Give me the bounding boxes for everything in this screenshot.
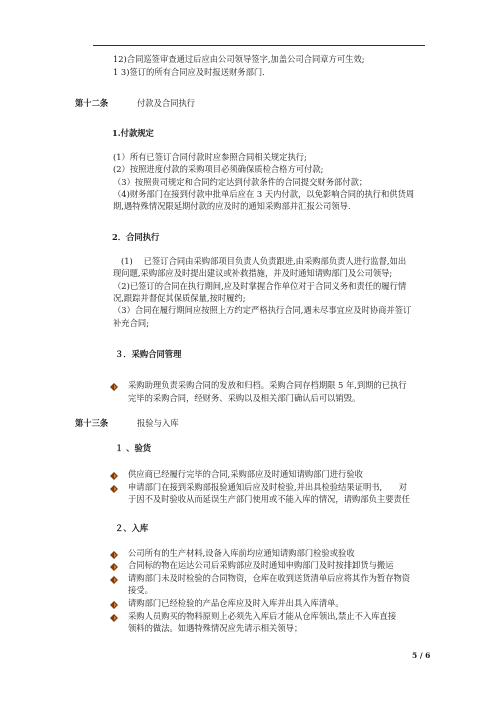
diamond-arrow-bullet-icon	[110, 485, 118, 493]
warehousing-bullet-4: 请购部门已经检验的产品仓库应及时入库并出具入库清单。	[128, 598, 344, 608]
payment-rule-4-line1: （4)财务部门在接到付款申批单后应在 3 天内付款，以免影响合同的执行和供货周	[113, 189, 415, 199]
inspection-bullet-2-line2: 于因不及时验收从而延误生产部门使用或不能入库的情况，请购部负主要责任	[128, 494, 411, 504]
warehousing-bullet-5-line1: 采购人员购买的物料原则上必须先入库后才能从仓库领出,禁止不入库直接	[128, 611, 397, 621]
diamond-arrow-bullet-icon	[110, 601, 118, 609]
heading-contract-management: ３．采购合同管理	[115, 349, 182, 359]
warehousing-bullet-3-line1: 请购部门未及时检验的合同物资，仓库在收到送货清单后应将其作为暂存物资	[128, 573, 411, 583]
heading-contract-execution: 2．合同执行	[112, 232, 160, 242]
diamond-arrow-bullet-icon	[110, 472, 118, 480]
execution-rule-1-line2: 现问题,采购部应及时提出建议或补救措施，并及时通知请购部门及公司领导;	[113, 268, 393, 278]
diamond-arrow-bullet-icon	[110, 614, 118, 622]
execution-rule-1-line1: (1) 已签订合同由采购部项目负责人负责跟进,由采购部负责人进行监督,如出	[121, 256, 407, 266]
article-12-title: 付款及合同执行	[137, 98, 196, 108]
execution-rule-3-line2: 补充合同;	[113, 318, 149, 328]
heading-inspection: １ 、验货	[115, 443, 152, 453]
article-12-number: 第十二条	[75, 98, 109, 108]
diamond-arrow-bullet-icon	[110, 576, 118, 584]
execution-rule-3-line1: （3）合同在履行期间应按照上方约定严格执行合同,遇未尽事宜应及时协商并签订	[113, 305, 412, 315]
payment-rule-1: (1）所有已签订合同付款时应参照合同相关规定执行;	[113, 152, 307, 162]
article-13-title: 报验与入库	[137, 418, 179, 428]
payment-rule-3: （3）按照贵司规定和合同约定达到付款条件的合同提交财务部付款；	[113, 177, 368, 187]
article-13-number: 第十三条	[75, 418, 109, 428]
heading-warehousing: ２、入库	[115, 523, 149, 533]
execution-rule-2-line2: 况,跟踪并督促其保质保量,按时履约;	[113, 293, 246, 303]
clause-13-item: 1 3)签订的所有合同应及时报送财务部门.	[113, 67, 265, 77]
clause-12-item: 12)合同巡签审查通过后应由公司领导签字,加盖公司合同章方可生效;	[113, 54, 365, 64]
management-bullet-line1: 采购助理负责采购合同的发放和归档。采购合同存档期限 5 年,到期的已执行	[128, 380, 407, 390]
payment-rule-4-line2: 期,遇特殊情况限延期付款的应及时的通知采购部并汇报公司领导.	[113, 201, 351, 211]
warehousing-bullet-5-line2: 领料的做法。如遇特殊情况应先请示相关领导；	[128, 623, 303, 633]
diamond-arrow-bullet-icon	[110, 383, 118, 391]
warehousing-bullet-2: 合同标的物在运达公司后采购部应及时通知申购部门及时按排卸货与搬运	[128, 560, 394, 570]
warehousing-bullet-3-line2: 接受。	[128, 585, 153, 595]
payment-rule-2: (2）按照进度付款的采购项目必须确保质检合格方可付款;	[113, 164, 324, 174]
inspection-bullet-2-line1: 申请部门在接到采购部报验通知后应及时检验,并出具检验结果证明书, 对	[128, 482, 408, 492]
page-number: 5 / 6	[412, 651, 431, 660]
header-rule	[93, 45, 425, 46]
heading-payment-rules: 1.付款规定	[112, 128, 154, 138]
execution-rule-2-line1: （2)已签订的合同在执行期间,应及时掌握合作单位对于合同义务和责任的履行情	[113, 281, 407, 291]
warehousing-bullet-1: 公司所有的生产材料,设备入库前均应通知请购部门检验或验收	[128, 548, 355, 558]
inspection-bullet-1: 供应商已经履行完毕的合同,采购部应及时通知请购部门进行验收	[128, 469, 363, 479]
diamond-arrow-bullet-icon	[110, 563, 118, 571]
management-bullet-line2: 完毕的采购合同，经财务、采购以及相关部门确认后可以销毁。	[128, 393, 361, 403]
diamond-arrow-bullet-icon	[110, 551, 118, 559]
